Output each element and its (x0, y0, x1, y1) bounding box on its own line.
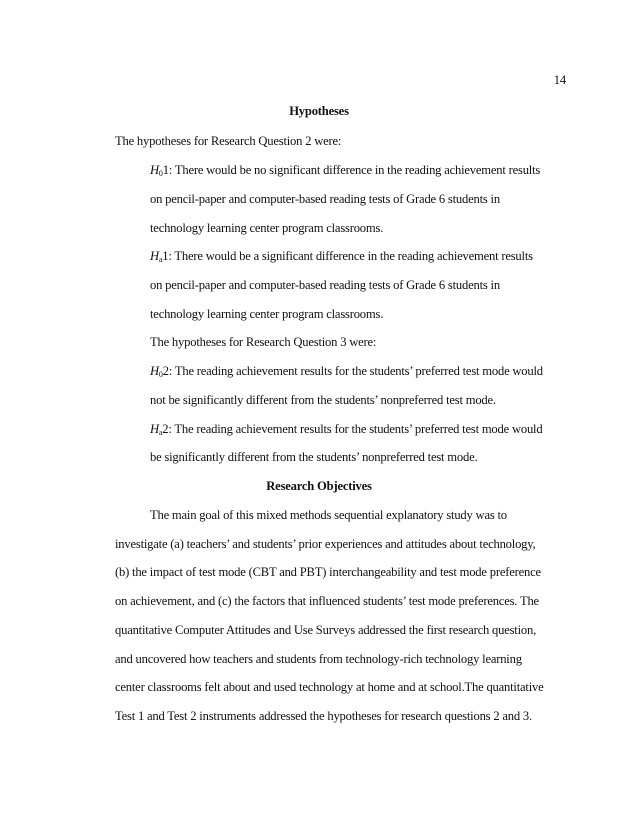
ha-2-line1 (150, 421, 542, 441)
ha-1-symbol: H (150, 249, 159, 263)
hypotheses-heading: Hypotheses (289, 104, 349, 118)
h0-2-subscript: 0 (158, 370, 163, 379)
ha-2-text: : The reading achievement results for the students’ preferred test mode would (168, 422, 543, 436)
rq3-intro: The hypotheses for Research Question 3 were: (150, 335, 377, 349)
objectives-line: on achievement, and (c) the factors that influenced students’ test mode preferences. The (115, 594, 539, 608)
h0-1-line3: technology learning center program classrooms. (150, 221, 384, 235)
objectives-line: and uncovered how teachers and students from technology-rich technology learning (115, 652, 522, 666)
h0-1-line2: on pencil-paper and computer-based reading tests of Grade 6 students in (150, 192, 500, 206)
ha-1-line3: technology learning center program classrooms. (150, 307, 384, 321)
h0-1-line1 (150, 162, 540, 182)
objectives-line: The main goal of this mixed methods sequential explanatory study was to (150, 508, 507, 522)
h0-1-text: : There would be no significant difference in the reading achievement results (168, 163, 541, 177)
h0-1-subscript: 0 (158, 169, 163, 178)
objectives-line: (b) the impact of test mode (CBT and PBT) interchangeability and test mode preference (115, 565, 541, 579)
ha-2-number: 2 (162, 422, 169, 436)
objectives-line: center classrooms felt about and used technology at home and at school.The quantitative (115, 680, 544, 694)
ha-1-subscript: a (158, 255, 163, 264)
ha-2-subscript: a (158, 428, 163, 437)
h0-2-line1 (150, 363, 543, 383)
ha-1-line2: on pencil-paper and computer-based reading tests of Grade 6 students in (150, 278, 500, 292)
objectives-line: quantitative Computer Attitudes and Use Surveys addressed the first research question, (115, 623, 537, 637)
h0-2-number: 2 (162, 364, 169, 378)
objectives-line: investigate (a) teachers’ and students’ prior experiences and attitudes about technology, (115, 537, 536, 551)
h0-1-symbol: H (150, 163, 159, 177)
ha-1-number: 1 (162, 249, 169, 263)
ha-2-line2: be significantly different from the students’ nonpreferred test mode. (150, 450, 478, 464)
h0-2-symbol: H (150, 364, 159, 378)
h0-2-text: : The reading achievement results for the students’ preferred test mode would (168, 364, 543, 378)
ha-1-text: : There would be a significant difference in the reading achievement results (168, 249, 533, 263)
page-number: 14 (553, 73, 566, 87)
ha-1-line1 (150, 248, 533, 268)
objectives-line: Test 1 and Test 2 instruments addressed the hypotheses for research questions 2 and 3. (115, 709, 532, 723)
research-objectives-heading: Research Objectives (266, 479, 372, 493)
rq2-intro: The hypotheses for Research Question 2 were: (115, 134, 342, 148)
ha-2-symbol: H (150, 422, 159, 436)
h0-1-number: 1 (162, 163, 169, 177)
h0-2-line2: not be significantly different from the students’ nonpreferred test mode. (150, 393, 496, 407)
